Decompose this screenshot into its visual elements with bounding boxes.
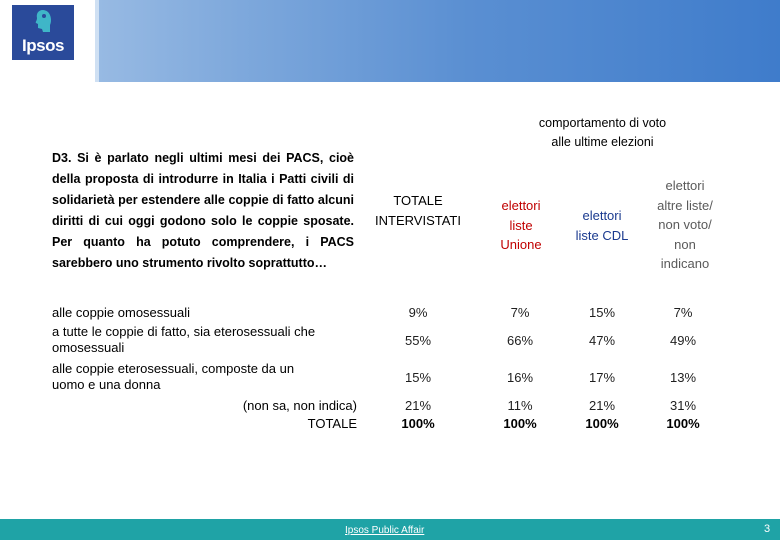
column-header-cdl-line1: elettori [582, 208, 622, 223]
column-header-altre-line4: non [674, 236, 696, 252]
row-label-line2: omosessuali [52, 340, 125, 355]
row-label-line1: (non sa, non indica) [242, 398, 357, 413]
column-header-unione [490, 196, 552, 255]
logo-text: Ipsos [22, 36, 64, 55]
column-header-altre-line1: elettori [665, 178, 705, 193]
group-header [500, 114, 705, 152]
column-header-totale-line2: INTERVISTATI [375, 212, 461, 228]
table-cell: 7% [510, 305, 530, 320]
column-header-unione-line1: elettori [501, 198, 541, 213]
page-number: 3 [764, 523, 771, 535]
table-cell: 16% [506, 370, 534, 385]
column-header-altre-line2: altre liste/ [657, 197, 713, 213]
row-label [52, 324, 357, 356]
group-header-line2: alle ultime elezioni [551, 135, 654, 149]
row-label-line2: uomo e una donna [52, 377, 161, 392]
row-label-line1: alle coppie omosessuali [52, 305, 191, 320]
header-banner [0, 0, 780, 82]
table-cell: 13% [669, 370, 697, 385]
column-header-totale [362, 191, 474, 230]
table-cell: 15% [404, 370, 432, 385]
column-header-cdl [566, 206, 638, 245]
column-header-altre-line5: indicano [660, 256, 710, 271]
ipsos-logo [12, 5, 74, 60]
column-header-altre [646, 176, 724, 274]
column-header-unione-line2: liste [509, 217, 533, 233]
table-cell: 31% [669, 398, 697, 413]
table-cell-total: 100% [401, 416, 435, 431]
table-cell-total: 100% [503, 416, 537, 431]
row-label [52, 398, 357, 414]
footer-link[interactable]: Ipsos Public Affair [345, 525, 425, 536]
table-cell: 15% [588, 305, 616, 320]
table-cell: 17% [588, 370, 616, 385]
table-cell-total: 100% [585, 416, 619, 431]
table-cell: 11% [507, 398, 533, 413]
row-label [52, 361, 357, 393]
column-header-totale-line1: TOTALE [393, 193, 443, 208]
logo-face-icon [34, 9, 52, 33]
column-header-cdl-line2: liste CDL [575, 227, 629, 243]
table-cell: 9% [408, 305, 428, 320]
row-label-totale [52, 416, 357, 432]
table-cell: 7% [673, 305, 693, 320]
column-header-unione-line3: Unione [500, 237, 542, 252]
column-header-altre-line3: non voto/ [658, 217, 712, 232]
table-cell: 21% [588, 398, 616, 413]
question-text: D3. Si è parlato negli ultimi mesi dei PACS, cioè della proposta di introdurre in Italia i Patti civili di solidarietà per estendere alle coppie di fatto alcuni diritti di cui oggi godono solo le coppie sposate. Per quanto ha potuto comprendere, i PACS sarebbero uno strumento rivolto soprattutto… [52, 151, 354, 270]
table-cell: 47% [588, 333, 616, 348]
table-cell: 55% [404, 333, 432, 348]
table-cell-total: 100% [666, 416, 700, 431]
row-label-line1: TOTALE [307, 416, 357, 431]
row-label-line1: alle coppie eterosessuali, composte da un [52, 361, 295, 376]
group-header-line1: comportamento di voto [538, 116, 667, 130]
row-label-line1: a tutte le coppie di fatto, sia eterosessuali che [52, 324, 316, 339]
header-divider [95, 0, 99, 82]
row-label [52, 305, 357, 321]
table-cell: 66% [506, 333, 534, 348]
table-cell: 21% [404, 398, 432, 413]
table-cell: 49% [669, 333, 697, 348]
